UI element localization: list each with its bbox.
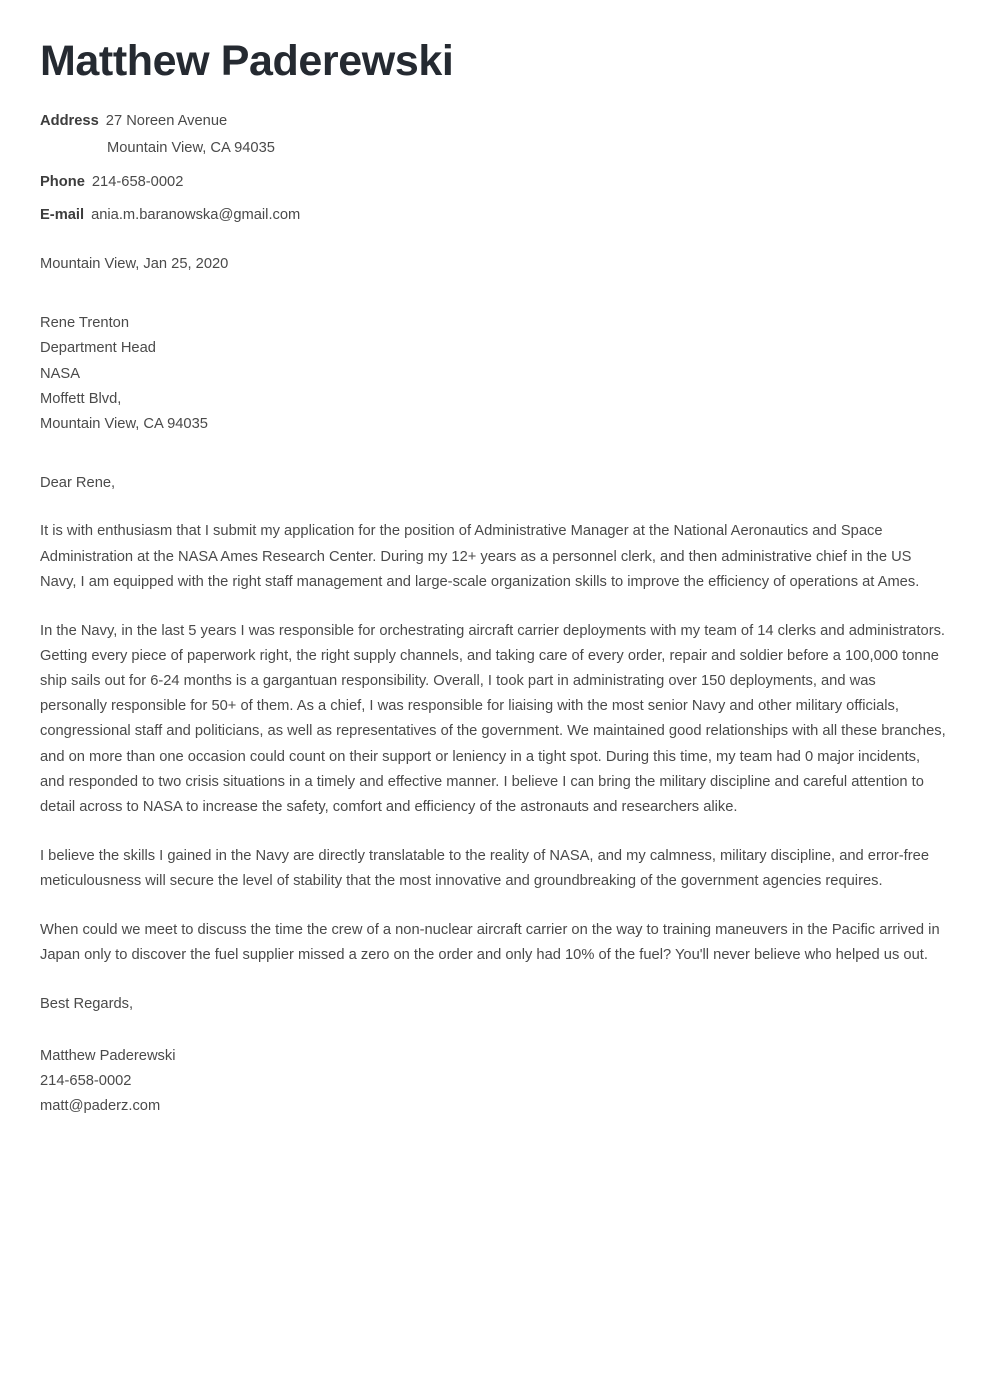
body-paragraph: I believe the skills I gained in the Navy are directly translatable to the reality of NASA, and my calmness, military discipline, and error-free meticulousness will secure the level of stability that the most innovative and groundbreaking of the government agencies requires.: [40, 848, 929, 890]
email-value: ania.m.baranowska@gmail.com: [91, 207, 301, 224]
salutation: Dear Rene,: [40, 475, 116, 492]
contact-row-phone: [40, 174, 946, 192]
page-title: Matthew Paderewski: [40, 37, 454, 85]
email-label: E-mail: [40, 207, 85, 224]
contact-row-address: [40, 113, 946, 157]
date-line: Mountain View, Jan 25, 2020: [40, 255, 229, 272]
letter-content: [40, 0, 946, 1119]
signature-email: matt@paderz.com: [40, 1097, 161, 1114]
phone-label: Phone: [40, 173, 85, 190]
address-label: Address: [40, 113, 99, 130]
body-paragraph: In the Navy, in the last 5 years I was responsible for orchestrating aircraft carrier deployments with my team of 14 clerks and administrators. Getting every piece of paperwork right, the right supply channels, and taking care of every order, repair and soldier before a 100,000 tonne ship sails out for 6-24 months is a gargantuan responsibility. Overall, I took part in administrating over 150 deployments, and was personally responsible for 50+ of them. As a chief, I was responsible for liaising with the most senior Navy and other military officials, congressional staff and politicians, as well as representatives of the government. We maintained good relationships with all these branches, and on more than one occasion could count on their support or leniency in a tight spot. During this time, my team had 0 major incidents, and responded to two crisis situations in a timely and effective manner. I believe I can bring the military discipline and careful attention to detail across to NASA to increase the safety, comfort and efficiency of the astronauts and researchers alike.: [40, 622, 946, 815]
body-paragraph: When could we meet to discuss the time the crew of a non-nuclear aircraft carrier on the way to training maneuvers in the Pacific arrived in Japan only to discover the fuel supplier missed a zero on the order and only had 10% of the fuel? You'll never believe who helped us out.: [40, 922, 940, 964]
address-line-1: 27 Noreen Avenue: [105, 113, 228, 130]
signature-block: [40, 1044, 946, 1119]
recipient-address-block: [40, 311, 946, 437]
closing-line: Best Regards,: [40, 995, 134, 1012]
address-line-2: Mountain View, CA 94035: [107, 139, 275, 156]
contact-details-block: [40, 113, 946, 225]
phone-value: 214-658-0002: [91, 173, 184, 190]
recipient-line: Mountain View, CA 94035: [40, 416, 208, 433]
recipient-line: NASA: [40, 365, 80, 382]
recipient-line: Department Head: [40, 340, 156, 357]
letter-body: [40, 519, 946, 968]
signature-name: Matthew Paderewski: [40, 1047, 176, 1064]
body-paragraph: It is with enthusiasm that I submit my application for the position of Administrative Manager at the National Aeronautics and Space Administration at the NASA Ames Research Center. During my 12+ years as a personnel clerk, and then administrative chief in the US Navy, I am equipped with the right staff management and large-scale organization skills to improve the efficiency of operations at Ames.: [40, 523, 920, 590]
signature-phone: 214-658-0002: [40, 1072, 132, 1089]
recipient-line: Rene Trenton: [40, 314, 129, 331]
contact-row-email: [40, 207, 946, 225]
recipient-line: Moffett Blvd,: [40, 390, 122, 407]
